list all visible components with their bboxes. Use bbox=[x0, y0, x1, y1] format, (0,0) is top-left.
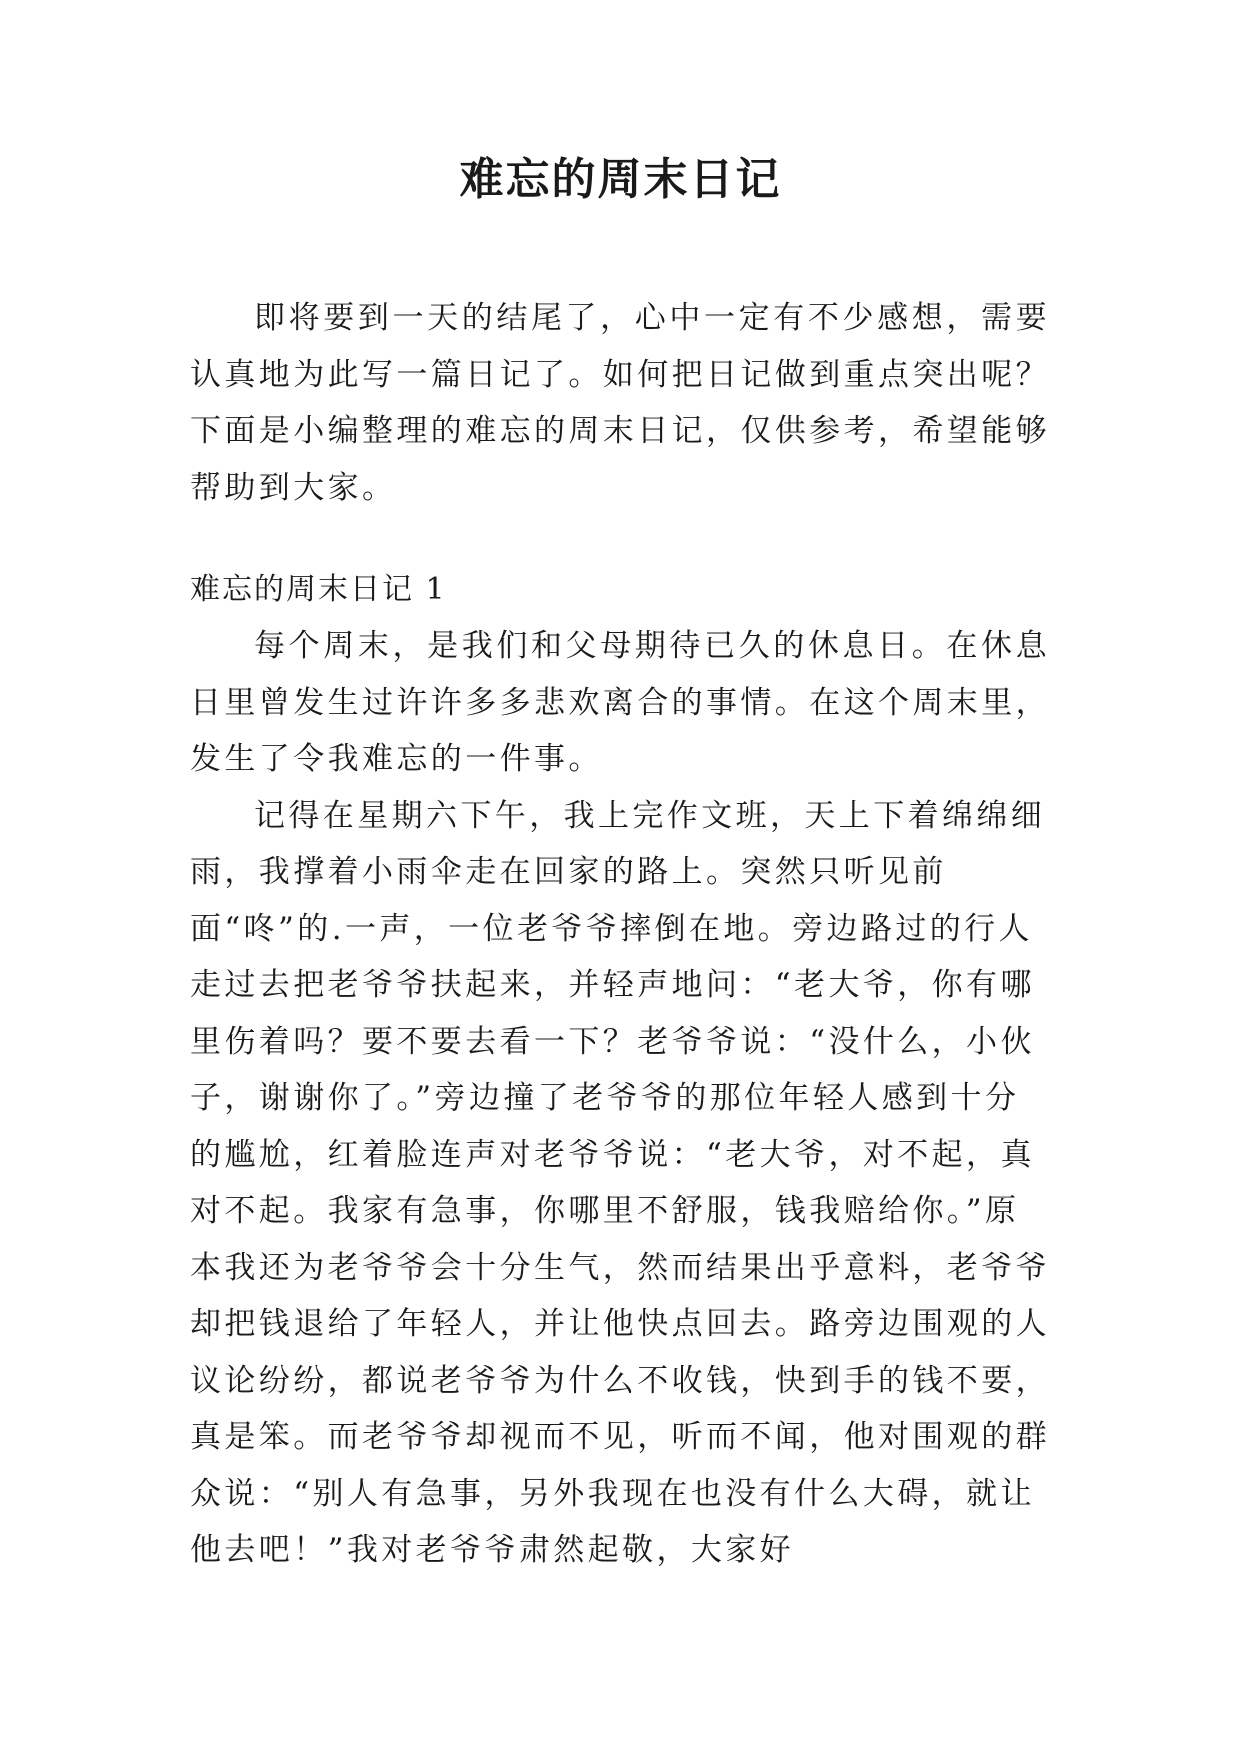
section-paragraph-1: 每个周末，是我们和父母期待已久的休息日。在休息日里曾发生过许许多多悲欢离合的事情。在这个周末里，发生了令我难忘的一件事。 bbox=[190, 628, 1050, 777]
intro-paragraph: 即将要到一天的结尾了，心中一定有不少感想，需要认真地为此写一篇日记了。如何把日记做到重点突出呢？下面是小编整理的难忘的周末日记，仅供参考，希望能够帮助到大家。 bbox=[190, 300, 1050, 506]
section-paragraph-2: 记得在星期六下午，我上完作文班，天上下着绵绵细雨，我撑着小雨伞走在回家的路上。突然只听见前面“咚”的.一声，一位老爷爷摔倒在地。旁边路过的行人走过去把老爷爷扶起来，并轻声地问：“老大爷，你有哪里伤着吗？要不要去看一下？老爷爷说：“没什么，小伙子，谢谢你了。”旁边撞了老爷爷的那位年轻人感到十分的尴尬，红着脸连声对老爷爷说：“老大爷，对不起，真对不起。我家有急事，你哪里不舒服，钱我赔给你。”原本我还为老爷爷会十分生气，然而结果出乎意料，老爷爷却把钱退给了年轻人，并让他快点回去。路旁边围观的人议论纷纷，都说老爷爷为什么不收钱，快到手的钱不要，真是笨。而老爷爷却视而不见，听而不闻，他对围观的群众说：“别人有急事，另外我现在也没有什么大碍，就让他去吧！”我对老爷爷肃然起敬，大家好 bbox=[190, 797, 1050, 1568]
spacer bbox=[190, 516, 1050, 562]
document-title: 难忘的周末日记 bbox=[459, 154, 782, 205]
document-body bbox=[190, 290, 1050, 1579]
section-heading: 难忘的周末日记 1 bbox=[190, 572, 447, 607]
